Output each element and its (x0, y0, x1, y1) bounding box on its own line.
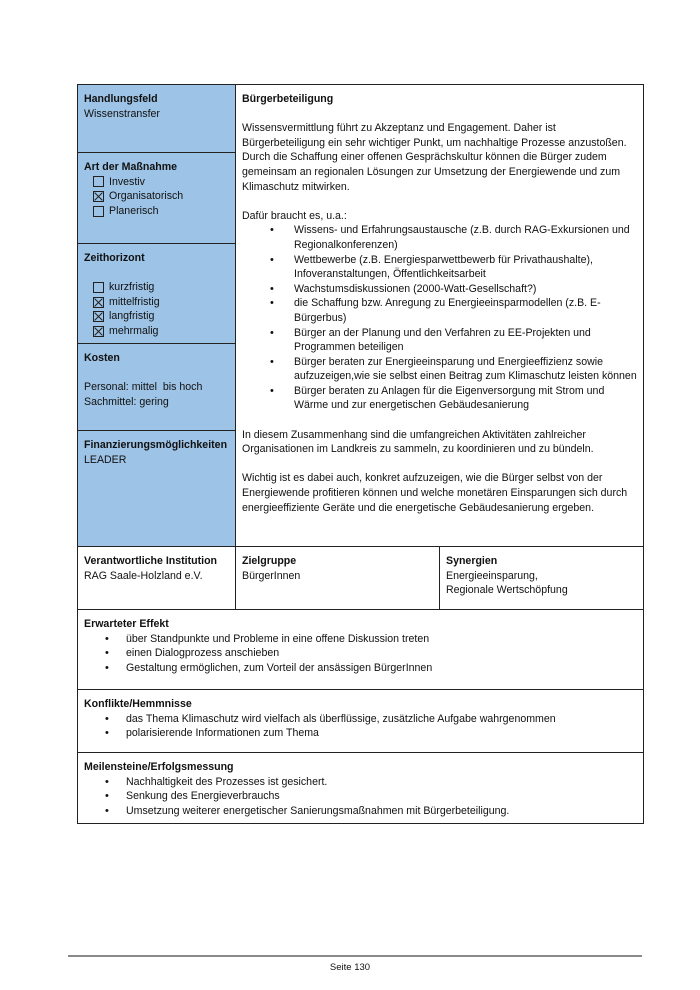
main-measure-list (242, 223, 639, 413)
zeithorizont-label: Zeithorizont (84, 252, 145, 264)
main-description-cell (236, 85, 643, 546)
checkbox-planerisch (93, 206, 104, 217)
footer-rule (68, 955, 642, 957)
institution-cell (78, 546, 236, 610)
effekt-cell (78, 610, 643, 690)
meilensteine-list (84, 775, 637, 819)
list-item: • Bürger an der Planung und den Verfahren zu EE-Projekten und Programmen beteiligen (242, 326, 639, 355)
art-option-label: Investiv (109, 175, 145, 188)
zeit-option-langfristig (84, 309, 229, 324)
zeit-option-kurzfristig (84, 280, 229, 295)
zielgruppe-value: BürgerInnen (242, 569, 301, 582)
zeit-option-label: mehrmalig (109, 324, 159, 337)
list-item: • polarisierende Informationen zum Thema (84, 726, 637, 741)
synergien-cell (440, 546, 643, 610)
konflikte-list (84, 712, 637, 741)
effekt-label: Erwarteter Effekt (84, 618, 169, 630)
zielgruppe-label: Zielgruppe (242, 555, 297, 567)
checkbox-mehrmalig (93, 326, 104, 337)
handlungsfeld-cell (78, 85, 236, 153)
checkbox-kurzfristig (93, 282, 104, 293)
kosten-cell (78, 344, 236, 431)
checkbox-investiv (93, 176, 104, 187)
list-item: • Wettbewerbe (z.B. Energiesparwettbewerb für Privathaushalte), Infoveranstaltungen, Öffentlichkeitsarbeit (242, 253, 639, 282)
handlungsfeld-value: Wissenstransfer (84, 107, 160, 120)
list-item: • Bürger beraten zur Energieeinsparung und Energieeffizienz sowie aufzuzeigen,wie sie selbst einen Beitrag zum Klimaschutz leisten können (242, 355, 639, 384)
konflikte-cell (78, 690, 643, 753)
page-number: Seite 130 (329, 962, 371, 973)
institution-value: RAG Saale-Holzland e.V. (84, 569, 203, 582)
list-item: • Nachhaltigkeit des Prozesses ist gesichert. (84, 775, 637, 790)
synergien-value-2: Regionale Wertschöpfung (446, 584, 568, 597)
list-item: • Senkung des Energieverbrauchs (84, 789, 637, 804)
zeit-option-label: kurzfristig (109, 281, 155, 294)
institution-label: Verantwortliche Institution (84, 555, 218, 567)
main-list-intro: Dafür braucht es, u.a.: (242, 209, 347, 222)
measure-table (77, 84, 644, 824)
checkbox-langfristig (93, 311, 104, 322)
checkbox-organisatorisch (93, 191, 104, 202)
list-item: • Wissens- und Erfahrungsaustausche (z.B. durch RAG-Exkursionen und Regionalkonferenzen) (242, 223, 639, 252)
list-item: • die Schaffung bzw. Anregung zu Energieeinsparmodellen (z.B. E-Bürgerbus) (242, 296, 639, 325)
list-item: • das Thema Klimaschutz wird vielfach als überflüssige, zusätzliche Aufgabe wahrgenommen (84, 712, 637, 727)
art-label: Art der Maßnahme (84, 161, 178, 173)
art-cell (78, 153, 236, 244)
synergien-label: Synergien (446, 555, 498, 567)
synergien-value-1: Energieeinsparung, (446, 569, 538, 582)
kosten-personal: Personal: mittel bis hoch (84, 381, 203, 394)
list-item: • Bürger beraten zu Anlagen für die Eigenversorgung mit Strom und Wärme und zur energetischen Gebäudesanierung (242, 384, 639, 413)
art-option-planerisch (84, 204, 229, 219)
zielgruppe-cell (236, 546, 440, 610)
checkbox-mittelfristig (93, 297, 104, 308)
art-option-label: Organisatorisch (109, 190, 184, 203)
zeit-option-label: mittelfristig (109, 295, 160, 308)
finanzierung-value: LEADER (84, 453, 127, 466)
konflikte-label: Konflikte/Hemmnisse (84, 698, 192, 710)
zeit-option-mehrmalig (84, 324, 229, 339)
meilensteine-label: Meilensteine/Erfolgsmessung (84, 761, 234, 773)
zeit-option-mittelfristig (84, 295, 229, 310)
art-option-label: Planerisch (109, 204, 159, 217)
kosten-label: Kosten (84, 352, 120, 364)
finanzierung-cell (78, 431, 236, 546)
effekt-list (84, 632, 637, 676)
finanzierung-label: Finanzierungsmöglichkeiten (84, 439, 228, 451)
list-item: • über Standpunkte und Probleme in eine offene Diskussion treten (84, 632, 637, 647)
kosten-sachmittel: Sachmittel: gering (84, 395, 169, 408)
meilensteine-cell (78, 753, 643, 823)
list-item: • Wachstumsdiskussionen (2000-Watt-Gesellschaft?) (242, 282, 639, 297)
art-option-investiv (84, 175, 229, 190)
art-option-organisatorisch (84, 189, 229, 204)
main-title: Bürgerbeteiligung (242, 93, 334, 105)
zeit-option-label: langfristig (109, 310, 155, 323)
main-paragraph-3: Wichtig ist es dabei auch, konkret aufzuzeigen, wie die Bürger selbst von der Energiewende profitieren können und welche monetären Einsparungen sich durch energieeffiziente Geräte und die energetische Gebäudesanierung ergeben. (242, 472, 628, 514)
list-item: • Umsetzung weiterer energetischer Sanierungsmaßnahmen mit Bürgerbeteiligung. (84, 804, 637, 819)
main-paragraph-2: In diesem Zusammenhang sind die umfangreichen Aktivitäten zahlreicher Organisationen im Landkreis zu sammeln, zu koordinieren und zu bündeln. (242, 428, 594, 456)
list-item: • einen Dialogprozess anschieben (84, 646, 637, 661)
list-item: • Gestaltung ermöglichen, zum Vorteil der ansässigen BürgerInnen (84, 661, 637, 676)
main-intro: Wissensvermittlung führt zu Akzeptanz und Engagement. Daher ist Bürgerbeteiligung ein sehr wichtiger Punkt, um nachhaltige Prozesse anzustoßen. Durch die Schaffung einer offenen Gesprächskultur können die Bürger zudem gemeinsam an regionalen Lösungen zur Umsetzung der Energiewende und zum Klimaschutz mitwirken. (242, 122, 627, 193)
handlungsfeld-label: Handlungsfeld (84, 93, 158, 105)
zeithorizont-cell (78, 244, 236, 344)
